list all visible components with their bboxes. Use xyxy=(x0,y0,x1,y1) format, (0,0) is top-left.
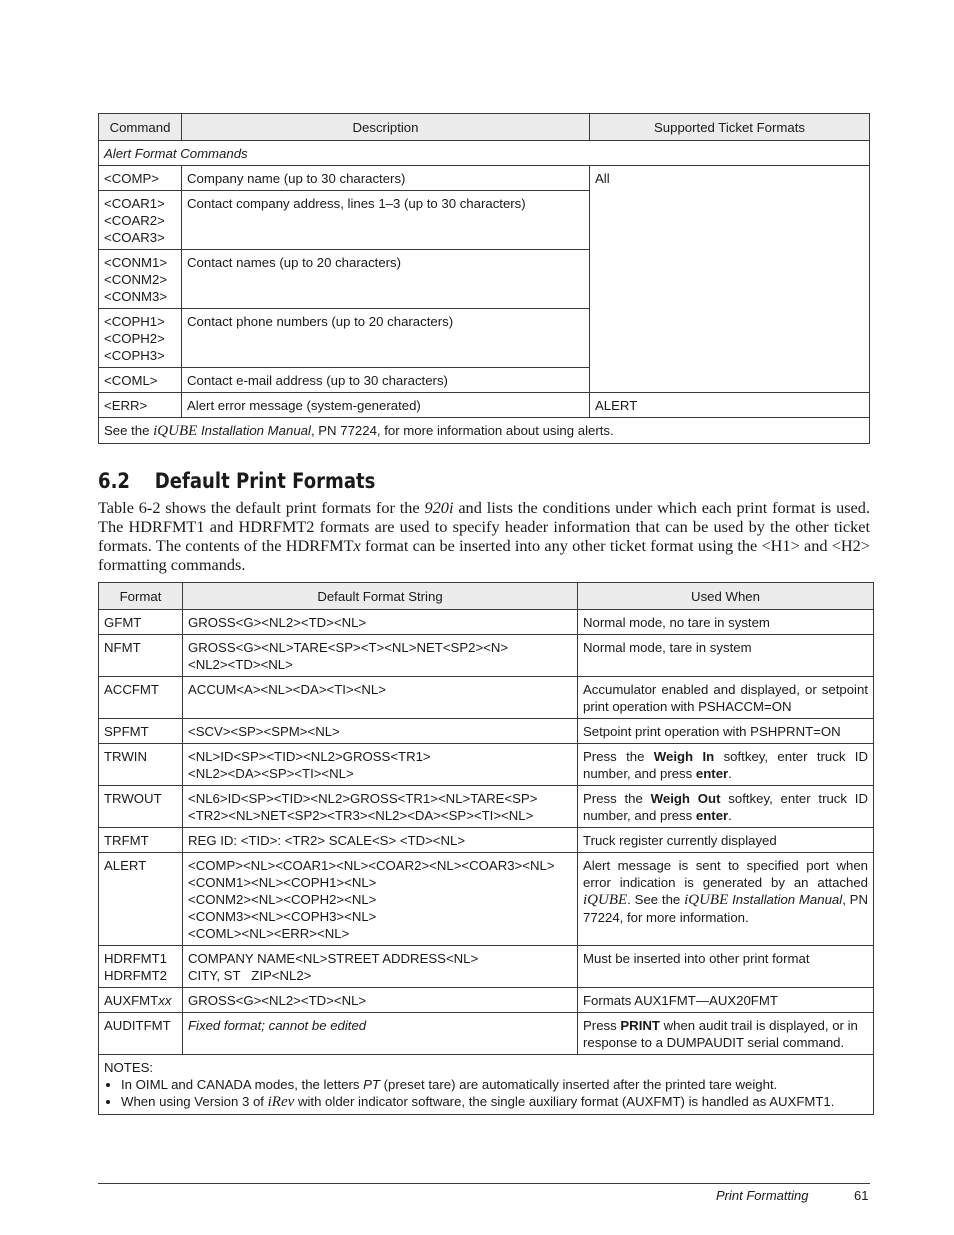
format-cell: SPFMT xyxy=(99,719,183,744)
table-row xyxy=(99,853,874,946)
string-cell: GROSS<G><NL>TARE<SP><T><NL>NET<SP2><N> <NL2><TD><NL> xyxy=(183,635,578,677)
used-cell xyxy=(578,1013,874,1055)
format-cell: GFMT xyxy=(99,610,183,635)
used-cell: Normal mode, tare in system xyxy=(578,635,874,677)
table-row xyxy=(99,786,874,828)
group-label: Alert Format Commands xyxy=(99,141,870,166)
command-cell: <COPH1> <COPH2> <COPH3> xyxy=(99,309,182,368)
command-cell: <COMP> xyxy=(99,166,182,191)
manual-title: Installation Manual xyxy=(197,423,311,438)
table-note-row xyxy=(99,418,870,444)
paragraph-text: format can be inserted into any other ticket format using the <H1> and <H2> formatting commands. xyxy=(98,536,870,574)
table-header-row xyxy=(99,583,874,610)
used-cell: Accumulator enabled and displayed, or setpoint print operation with PSHACCM=ON xyxy=(578,677,874,719)
formats-all-cell: All xyxy=(590,166,870,393)
string-cell: GROSS<G><NL2><TD><NL> xyxy=(183,610,578,635)
table-row xyxy=(99,988,874,1013)
command-cell: <ERR> xyxy=(99,393,182,418)
string-cell: Fixed format; cannot be edited xyxy=(183,1013,578,1055)
used-text: . xyxy=(728,766,732,781)
description-cell: Contact phone numbers (up to 20 characters) xyxy=(182,309,590,368)
used-cell: Truck register currently displayed xyxy=(578,828,874,853)
variable-x: x xyxy=(353,536,361,555)
col-header-command: Command xyxy=(99,114,182,141)
notes-list xyxy=(104,1076,868,1111)
col-header-used-when: Used When xyxy=(578,583,874,610)
format-cell: ACCFMT xyxy=(99,677,183,719)
note-text: , PN 77224, for more information about using alerts. xyxy=(310,423,614,438)
key-name: enter xyxy=(695,766,729,781)
table-row xyxy=(99,610,874,635)
table-row xyxy=(99,166,870,191)
string-cell: ACCUM<A><NL><DA><TI><NL> xyxy=(183,677,578,719)
col-header-description: Description xyxy=(182,114,590,141)
group-row xyxy=(99,141,870,166)
string-cell: <NL>ID<SP><TID><NL2>GROSS<TR1> <NL2><DA><SP><TI><NL> xyxy=(183,744,578,786)
command-cell: <CONM1> <CONM2> <CONM3> xyxy=(99,250,182,309)
key-name: PRINT xyxy=(620,1018,660,1033)
used-text: softkey, enter truck ID number, and press xyxy=(583,791,868,823)
note-item xyxy=(121,1093,868,1111)
string-cell: <SCV><SP><SPM><NL> xyxy=(183,719,578,744)
used-text: , PN 77224, for more information. xyxy=(583,892,868,925)
alert-commands-table xyxy=(98,113,870,444)
used-text: Alert message is sent to specified port when error indication is generated by an attached xyxy=(583,858,868,890)
string-cell: <COMP><NL><COAR1><NL><COAR2><NL><COAR3><NL> <CONM1><NL><COPH1><NL> <CONM2><NL><COPH2><NL> <CONM3><NL><COPH3><NL> <COML><NL><ERR><NL> xyxy=(183,853,578,946)
table-row xyxy=(99,719,874,744)
manual-title: Installation Manual xyxy=(728,892,843,907)
used-cell: Normal mode, no tare in system xyxy=(578,610,874,635)
table-row xyxy=(99,744,874,786)
used-cell: Setpoint print operation with PSHPRNT=ON xyxy=(578,719,874,744)
section-title: Default Print Formats xyxy=(154,469,376,493)
format-cell: TRFMT xyxy=(99,828,183,853)
formats-alert-cell: ALERT xyxy=(590,393,870,418)
format-cell: NFMT xyxy=(99,635,183,677)
format-cell: TRWIN xyxy=(99,744,183,786)
used-text: Press xyxy=(583,1018,621,1033)
command-cell: <COAR1> <COAR2> <COAR3> xyxy=(99,191,182,250)
used-cell: Formats AUX1FMT—AUX20FMT xyxy=(578,988,874,1013)
notes-label: NOTES: xyxy=(104,1060,154,1075)
product-name: iQUBE xyxy=(684,892,729,908)
used-cell xyxy=(578,744,874,786)
paragraph-text: Table 6-2 shows the default print formats for the xyxy=(98,498,425,517)
format-cell: HDRFMT1 HDRFMT2 xyxy=(99,946,183,988)
model-name: 920i xyxy=(424,498,454,517)
used-text: softkey, enter truck ID number, and press xyxy=(583,749,868,781)
product-name: iRev xyxy=(267,1094,295,1110)
description-cell: Contact e-mail address (up to 30 characters) xyxy=(182,368,590,393)
format-cell: AUDITFMT xyxy=(99,1013,183,1055)
description-cell: Contact names (up to 20 characters) xyxy=(182,250,590,309)
used-cell: Must be inserted into other print format xyxy=(578,946,874,988)
note-text: In OIML and CANADA modes, the letters xyxy=(121,1077,364,1092)
used-text: . xyxy=(728,808,732,823)
format-cell: ALERT xyxy=(99,853,183,946)
description-cell: Alert error message (system-generated) xyxy=(182,393,590,418)
note-term: PT xyxy=(363,1077,380,1092)
note-text: with older indicator software, the single auxiliary format (AUXFMT) is handled as AUXFMT1. xyxy=(294,1094,835,1109)
table-row xyxy=(99,1013,874,1055)
col-header-formats: Supported Ticket Formats xyxy=(590,114,870,141)
used-text: . See the xyxy=(627,892,685,907)
note-text: (preset tare) are automatically inserted after the printed tare weight. xyxy=(379,1077,778,1092)
description-cell: Contact company address, lines 1–3 (up to 30 characters) xyxy=(182,191,590,250)
key-name: enter xyxy=(695,808,729,823)
section-heading xyxy=(98,469,375,493)
command-cell: <COML> xyxy=(99,368,182,393)
table-row xyxy=(99,828,874,853)
description-cell: Company name (up to 30 characters) xyxy=(182,166,590,191)
note-text: When using Version 3 of xyxy=(121,1094,268,1109)
table-row xyxy=(99,677,874,719)
paragraph-text: and lists the conditions under which each print format is used. The HDRFMT1 and HDRFMT2 formats are used to specify header information that can be used by the other ticket formats. The contents of the HDRFMT xyxy=(98,498,870,555)
notes-cell xyxy=(99,1055,874,1115)
format-suffix: xx xyxy=(158,993,172,1008)
softkey-name: Weigh Out xyxy=(650,791,721,806)
used-text: Press the xyxy=(583,791,651,806)
default-print-formats-table xyxy=(98,582,874,1115)
product-name: iQUBE xyxy=(583,892,628,908)
string-cell: GROSS<G><NL2><TD><NL> xyxy=(183,988,578,1013)
footer-section-name: Print Formatting xyxy=(716,1188,809,1203)
page-number: 61 xyxy=(854,1188,869,1203)
table-note xyxy=(99,418,870,444)
used-text: Press the xyxy=(583,749,654,764)
table-row xyxy=(99,635,874,677)
table-row xyxy=(99,393,870,418)
body-paragraph xyxy=(98,498,870,574)
used-cell xyxy=(578,853,874,946)
string-cell: REG ID: <TID>: <TR2> SCALE<S> <TD><NL> xyxy=(183,828,578,853)
col-header-format: Format xyxy=(99,583,183,610)
note-text: See the xyxy=(104,423,154,438)
format-cell: TRWOUT xyxy=(99,786,183,828)
note-item xyxy=(121,1076,868,1093)
string-cell: <NL6>ID<SP><TID><NL2>GROSS<TR1><NL>TARE<SP> <TR2><NL>NET<SP2><TR3><NL2><DA><SP><TI><NL> xyxy=(183,786,578,828)
format-cell xyxy=(99,988,183,1013)
used-text: when audit trail is displayed, or in response to a DUMPAUDIT serial command. xyxy=(583,1018,858,1050)
product-name: iQUBE xyxy=(153,423,198,439)
table-row xyxy=(99,946,874,988)
string-cell: COMPANY NAME<NL>STREET ADDRESS<NL> CITY, ST ZIP<NL2> xyxy=(183,946,578,988)
footer-divider xyxy=(98,1183,870,1184)
used-cell xyxy=(578,786,874,828)
section-number: 6.2 xyxy=(98,469,130,493)
softkey-name: Weigh In xyxy=(653,749,715,764)
table-header-row xyxy=(99,114,870,141)
col-header-format-string: Default Format String xyxy=(183,583,578,610)
notes-row xyxy=(99,1055,874,1115)
format-name: AUXFMT xyxy=(104,993,159,1008)
